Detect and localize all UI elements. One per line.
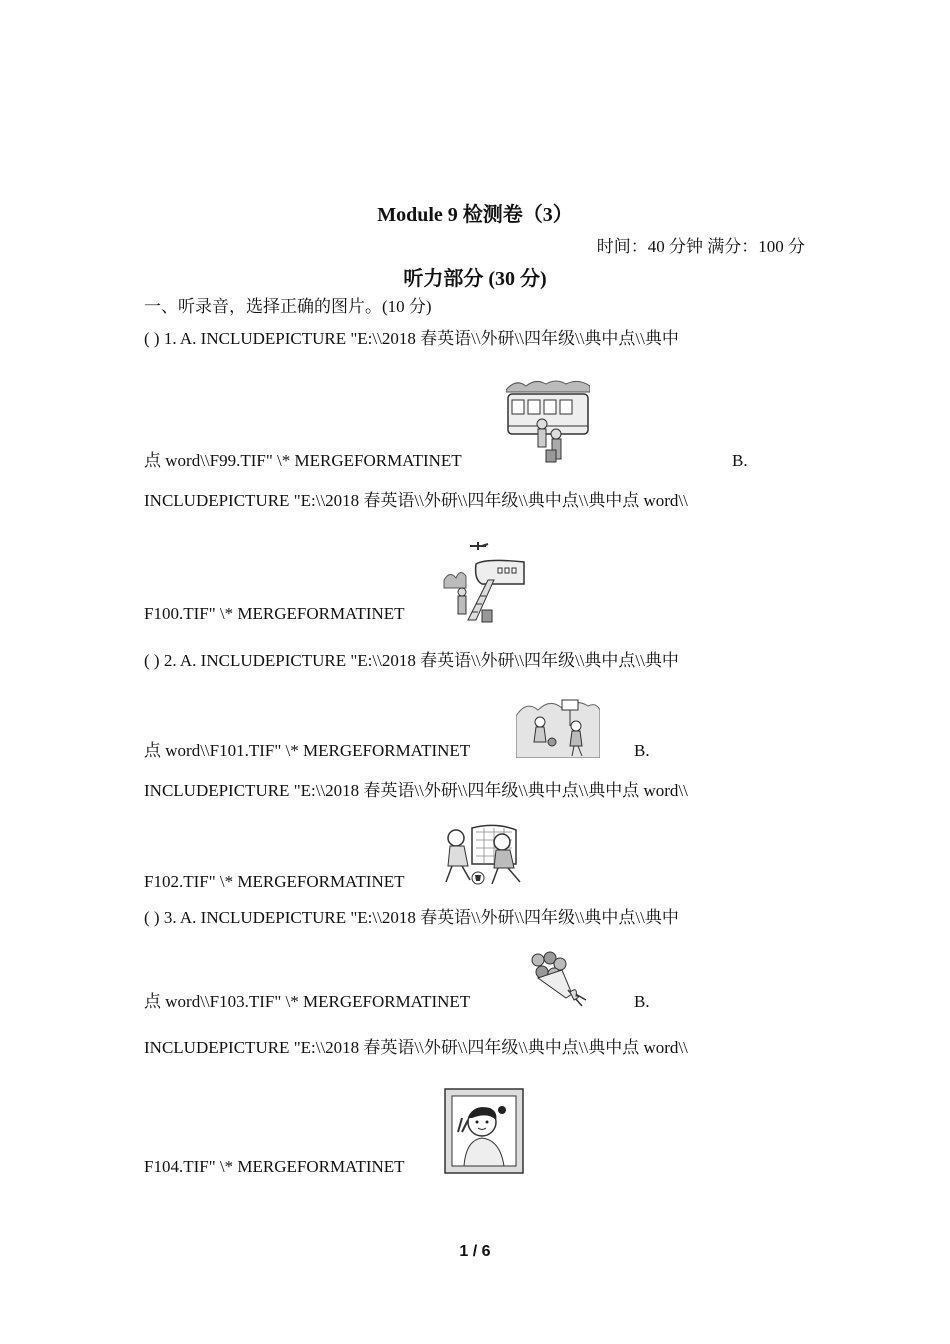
page-title: Module 9 检测卷（3） bbox=[377, 204, 573, 226]
part1-instruction: 一、听录音，选择正确的图片。(10 分) bbox=[144, 297, 432, 316]
q2-option-b-label: B. bbox=[634, 741, 650, 760]
q2-option-a-line2: 点 word\\F101.TIF" \* MERGEFORMATINET bbox=[144, 741, 471, 760]
q1-option-a-line1: ( ) 1. A. INCLUDEPICTURE "E:\\2018 春英语\\外研\\四年级\\典中点\\典中 bbox=[144, 329, 679, 348]
q3-option-b-line1: INCLUDEPICTURE "E:\\2018 春英语\\外研\\四年级\\典中点\\典中点 word\\ bbox=[144, 1038, 688, 1057]
q1-option-b-line2: F100.TIF" \* MERGEFORMATINET bbox=[144, 604, 405, 623]
q3-option-a-line2: 点 word\\F103.TIF" \* MERGEFORMATINET bbox=[144, 992, 471, 1011]
q1-option-a-line2: 点 word\\F99.TIF" \* MERGEFORMATINET bbox=[144, 451, 462, 470]
q2-option-b-picture-football bbox=[442, 824, 526, 888]
q1-option-b-picture-plane bbox=[442, 540, 526, 624]
q2-option-a-line1: ( ) 2. A. INCLUDEPICTURE "E:\\2018 春英语\\外研\\四年级\\典中点\\典中 bbox=[144, 651, 679, 670]
q3-option-a-picture-flowers bbox=[528, 950, 588, 1010]
q2-option-b-line1: INCLUDEPICTURE "E:\\2018 春英语\\外研\\四年级\\典中点\\典中点 word\\ bbox=[144, 781, 688, 800]
page-number: 1 / 6 bbox=[459, 1243, 491, 1260]
q1-option-a-picture-train bbox=[506, 378, 590, 468]
q3-option-b-picture-photo-frame bbox=[444, 1088, 524, 1174]
q3-option-b-line2: F104.TIF" \* MERGEFORMATINET bbox=[144, 1157, 405, 1176]
q1-option-b-line1: INCLUDEPICTURE "E:\\2018 春英语\\外研\\四年级\\典中点\\典中点 word\\ bbox=[144, 491, 688, 510]
q3-option-b-label: B. bbox=[634, 992, 650, 1011]
q2-option-b-line2: F102.TIF" \* MERGEFORMATINET bbox=[144, 872, 405, 891]
time-score-info: 时间：40 分钟 满分：100 分 bbox=[596, 237, 805, 256]
section-title: 听力部分 (30 分) bbox=[403, 268, 547, 290]
q1-option-b-label: B. bbox=[732, 451, 748, 470]
q3-option-a-line1: ( ) 3. A. INCLUDEPICTURE "E:\\2018 春英语\\外研\\四年级\\典中点\\典中 bbox=[144, 908, 679, 927]
q2-option-a-picture-basketball bbox=[516, 696, 600, 758]
